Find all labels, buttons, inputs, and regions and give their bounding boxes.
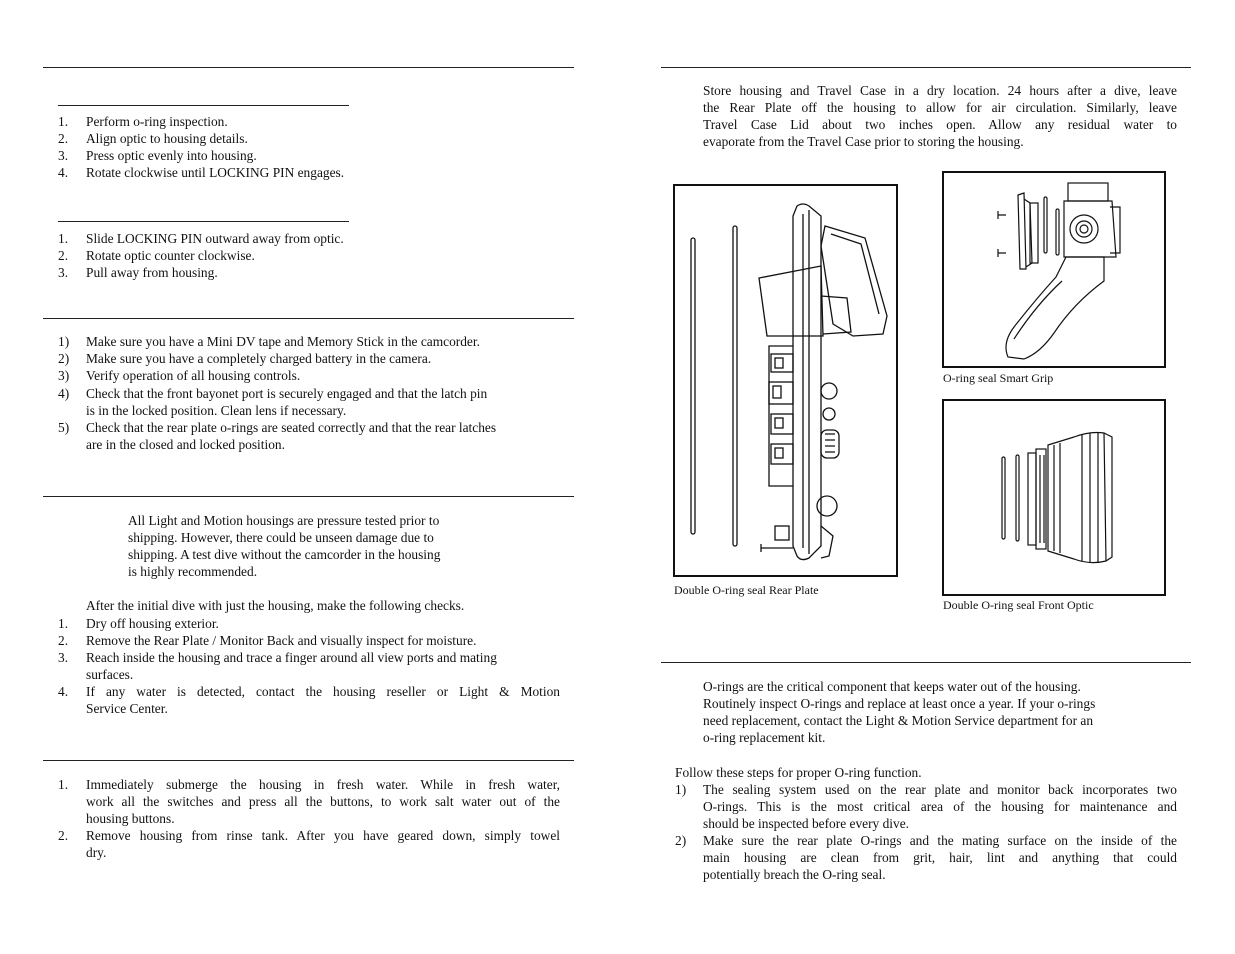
list-item: 2. Align optic to housing details. [58,131,248,146]
list-item: 4) Check that the front bayonet port is securely engaged and that the latch pin is in the locked position. Clean lens if necessary. [58,386,488,418]
smart-grip-caption: O-ring seal Smart Grip [943,371,1054,385]
list-item: 4. Rotate clockwise until LOCKING PIN engages. [58,165,345,180]
section-rule-oring [661,662,1191,663]
list-item: 2) Make sure you have a completely charged battery in the camera. [58,351,432,366]
rear-plate-figure [673,184,898,577]
list-item: 1) Make sure you have a Mini DV tape and Memory Stick in the camcorder. [58,334,480,349]
section-rule-install [43,67,574,68]
after-dive-intro: After the initial dive with just the housing, make the following checks. [86,598,465,613]
list-item: 1. Dry off housing exterior. [58,616,219,631]
smart-grip-drawing [944,173,1164,366]
list-item: 3. Press optic evenly into housing. [58,148,257,163]
list-item: 5) Check that the rear plate o-rings are seated correctly and that the rear latches are in the closed and locked position. [58,420,497,452]
subsection-rule-remove-optic [58,221,349,222]
section-rule-predive [43,318,574,319]
list-item: 1. Slide LOCKING PIN outward away from optic. [58,231,344,246]
list-item: 2. Rotate optic counter clockwise. [58,248,255,263]
list-item: 3. Reach inside the housing and trace a finger around all view ports and mating surfaces. [58,650,497,682]
list-item: 1. Immediately submerge the housing in fresh water. While in fresh water, work all the switches and press all the buttons, to work salt water out of the housing buttons. [58,777,560,826]
rear-plate-caption: Double O-ring seal Rear Plate [674,583,819,597]
oring-steps-intro: Follow these steps for proper O-ring function. [675,765,922,780]
list-item: 4. If any water is detected, contact the housing reseller or Light & Motion Service Center. [58,684,560,716]
list-item: 1) The sealing system used on the rear plate and monitor back incorporates two O-rings. This is the most critical area of the housing for maintenance and should be inspected before every dive. [675,782,1177,831]
list-item: 1. Perform o-ring inspection. [58,114,228,129]
section-rule-test-dive [43,496,574,497]
smart-grip-figure [942,171,1166,368]
front-optic-drawing [944,401,1164,594]
list-item: 3. Pull away from housing. [58,265,218,280]
list-item: 3) Verify operation of all housing controls. [58,368,301,383]
list-item: 2. Remove housing from rinse tank. After you have geared down, simply towel dry. [58,828,560,860]
subsection-rule-install-optic [58,105,349,106]
section-rule-rinse [43,760,574,761]
list-item: 2) Make sure the rear plate O-rings and the mating surface on the inside of the main housing are clean from grit, hair, lint and anything that could potentially breach the O-ring seal. [675,833,1177,882]
front-optic-figure [942,399,1166,596]
section-rule-storage [661,67,1191,68]
list-item: 2. Remove the Rear Plate / Monitor Back and visually inspect for moisture. [58,633,477,648]
front-optic-caption: Double O-ring seal Front Optic [943,598,1094,612]
rear-plate-drawing [675,186,896,575]
